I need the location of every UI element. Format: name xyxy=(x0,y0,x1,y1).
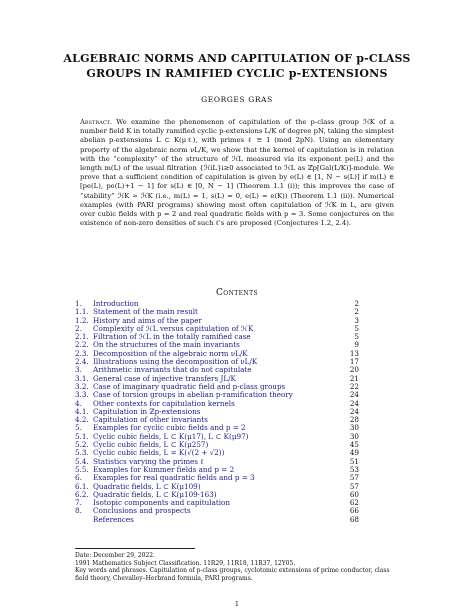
toc-page-number: 5 xyxy=(354,323,359,333)
toc-number: 3.1. xyxy=(75,373,89,383)
toc-label: Isotopic components and capitulation xyxy=(93,498,231,508)
toc-page-number: 2 xyxy=(354,307,359,317)
toc-label: Cyclic cubic fields, L ⊂ K(μ17), L ⊂ K(μ97) xyxy=(93,431,249,441)
toc-label: General case of injective transfers JL/K xyxy=(93,373,236,383)
toc-entry[interactable] xyxy=(75,516,357,524)
title-line-1: ALGEBRAIC NORMS AND CAPITULATION OF p-CLASS xyxy=(63,52,411,65)
toc-page-number: 45 xyxy=(349,440,359,450)
footnote-keywords: Key words and phrases. Capitulation of p-class groups, cyclotomic extensions of prime conductor, class field theory, Chevalley–Herbrand formula, PARI programs. xyxy=(75,567,390,582)
toc-number: 8. xyxy=(75,506,82,516)
toc-label: Introduction xyxy=(93,299,139,308)
toc-number: 3. xyxy=(75,365,82,375)
toc-page-number: 57 xyxy=(349,481,359,491)
toc-page-number: 2 xyxy=(354,299,359,308)
toc-page-number: 60 xyxy=(349,489,359,499)
toc-page-number: 13 xyxy=(349,348,359,358)
toc-page-number: 3 xyxy=(354,315,359,325)
toc-page-number: 53 xyxy=(349,464,359,474)
toc-label: On the structures of the main invariants xyxy=(93,340,240,350)
toc-number: 1.2. xyxy=(75,315,89,325)
page-number: 1 xyxy=(234,600,240,608)
toc-label: Statistics varying the primes ℓ xyxy=(93,456,204,466)
toc-number: 5.2. xyxy=(75,440,89,450)
toc-number: 7. xyxy=(75,498,82,508)
toc-label: Other contexts for capitulation kernels xyxy=(93,398,235,408)
toc-label: Cyclic cubic fields, L = K(√(2 + √2)) xyxy=(93,448,225,458)
toc-number: 4.1. xyxy=(75,406,89,416)
toc-number: 5. xyxy=(75,423,82,433)
toc-label: Illustrations using the decomposition of νL/K xyxy=(93,357,258,367)
toc-label: Case of torsion groups in abelian p-ramification theory xyxy=(93,390,293,400)
title-line-2: GROUPS IN RAMIFIED CYCLIC p-EXTENSIONS xyxy=(86,67,388,80)
toc-number: 4. xyxy=(75,398,82,408)
toc-label: Examples for real quadratic fields and p = 3 xyxy=(93,473,255,483)
author-name: GEORGES GRAS xyxy=(201,95,273,104)
toc-page-number: 49 xyxy=(349,448,359,458)
table-of-contents xyxy=(75,300,357,524)
toc-number: 5.3. xyxy=(75,448,89,458)
toc-number: 6. xyxy=(75,473,82,483)
toc-label: Conclusions and prospects xyxy=(93,506,191,516)
toc-number: 1.1. xyxy=(75,307,89,317)
toc-number: 3.3. xyxy=(75,390,89,400)
toc-label: Quadratic fields, L ⊂ K(μ109) xyxy=(93,481,201,491)
toc-number: 5.1. xyxy=(75,431,89,441)
toc-page-number: 22 xyxy=(349,381,359,391)
footnotes xyxy=(75,552,400,582)
toc-page-number: 62 xyxy=(349,498,359,508)
paper-title xyxy=(60,51,414,81)
toc-number: 2.4. xyxy=(75,357,89,367)
toc-label: Examples for Kummer fields and p = 2 xyxy=(93,464,235,474)
toc-page-number: 57 xyxy=(349,473,359,483)
toc-number: 2.1. xyxy=(75,332,89,342)
toc-label: Statement of the main result xyxy=(93,307,198,317)
toc-page-number: 30 xyxy=(349,431,359,441)
toc-number: 4.2. xyxy=(75,415,89,425)
toc-page-number: 51 xyxy=(349,456,359,466)
contents-heading: Contents xyxy=(216,288,258,298)
toc-number: 6.2. xyxy=(75,489,89,499)
toc-label: History and aims of the paper xyxy=(93,315,202,325)
toc-page-number: 24 xyxy=(349,406,359,416)
toc-label: Case of imaginary quadratic field and p-class groups xyxy=(93,381,286,391)
toc-label: Arithmetic invariants that do not capitulate xyxy=(93,365,252,375)
toc-page-number: 68 xyxy=(349,514,359,524)
toc-number: 5.5. xyxy=(75,464,89,474)
toc-page-number: 20 xyxy=(349,365,359,375)
toc-page-number: 24 xyxy=(349,398,359,408)
toc-page-number: 66 xyxy=(349,506,359,516)
abstract-text: We examine the phenomenon of capitulation of the p-class group ℋK of a number field K in totally ramified cyclic p-extensions L/K of degree pN, taking the simplest abelian p-extensions L ⊂ K(μℓ), with primes ℓ ≡ 1 (mod 2pN). Using an elementary property of the algebraic norm νL/K, we show that the kernel of capitulation is in relation with the “complexity” of the structure of ℋL measured via its exponent pe(L) and the length m(L) of the usual filtration {ℋiL}i≥0 associated to ℋL as ℤp[Gal(L/K)]-module. We prove that a sufficient condition of capitulation is given by e(L) ∈ [1, N − s(L)] if m(L) ∈ [pe(L), pe(L)+1 − 1] for s(L) ∈ [0, N − 1] (Theorem 1.1 (i)); this improves the case of “stability” ℋK ≃ ℋK (i.e., m(L) = 1, s(L) = 0, e(L) = e(K)) (Theorem 1.1 (ii)). Numerical examples (with PARI programs) showing most often capitulation of ℋK in L, are given over cubic fields with p = 2 and real quadratic fields with p = 3. Some conjectures on the existence of non-zero densities of such ℓ's are proposed (Conjectures 1.2, 2.4). xyxy=(80,118,394,228)
toc-label: Filtration of ℋL in the totally ramified case xyxy=(93,332,251,342)
toc-number: 3.2. xyxy=(75,381,89,391)
toc-label: Decomposition of the algebraic norm νL/K xyxy=(93,348,248,358)
footnote-msc: 1991 Mathematics Subject Classification. 11R29, 11R18, 11R37, 12Y05. xyxy=(75,559,296,567)
toc-label: Examples for cyclic cubic fields and p = 2 xyxy=(93,423,246,433)
toc-page-number: 9 xyxy=(354,340,359,350)
toc-number: 2.2. xyxy=(75,340,89,350)
toc-page-number: 21 xyxy=(349,373,359,383)
toc-number: 1. xyxy=(75,299,82,308)
footnote-rule xyxy=(75,548,195,549)
abstract xyxy=(80,118,394,228)
toc-page-number: 24 xyxy=(349,390,359,400)
toc-label: Cyclic cubic fields, L ⊂ K(μ257) xyxy=(93,440,209,450)
toc-page-number: 28 xyxy=(349,415,359,425)
toc-page-number: 30 xyxy=(349,423,359,433)
toc-page-number: 5 xyxy=(354,332,359,342)
toc-link[interactable] xyxy=(75,515,134,524)
toc-page-number: 17 xyxy=(349,357,359,367)
toc-number: 5.4. xyxy=(75,456,89,466)
footnote-date: Date: December 29, 2022. xyxy=(75,552,156,559)
toc-number: 2.3. xyxy=(75,348,89,358)
toc-number: 6.1. xyxy=(75,481,89,491)
toc-number: 2. xyxy=(75,323,82,333)
toc-label: Quadratic fields, L ⊂ K(μ109·163) xyxy=(93,489,217,499)
toc-label: Capitulation in ℤp-extensions xyxy=(93,406,201,416)
toc-label: Capitulation of other invariants xyxy=(93,415,208,425)
toc-label: References xyxy=(93,514,134,524)
toc-label: Complexity of ℋL versus capitulation of ℋK xyxy=(93,323,254,333)
abstract-lead: Abstract. xyxy=(80,118,113,126)
